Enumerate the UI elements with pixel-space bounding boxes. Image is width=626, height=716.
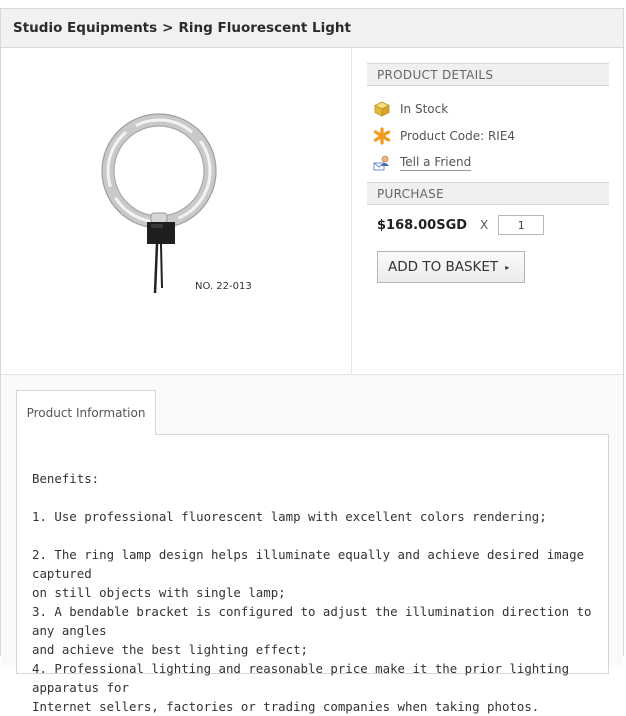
quantity-input[interactable] (498, 215, 544, 235)
description-point-2b: on still objects with single lamp; (32, 585, 286, 600)
product-tabs-area (1, 375, 623, 714)
quantity-times: X (480, 218, 489, 232)
ring-light-image (1, 48, 351, 374)
product-description-panel (16, 434, 609, 714)
product-info-column (352, 48, 623, 374)
description-point-4a: 4. Professional lighting and reasonable price make it the prior lighting apparatus for (32, 661, 570, 695)
description-point-3b: and achieve the best lighting effect; (32, 642, 309, 657)
purchase-heading: PURCHASE (367, 182, 609, 205)
user-mail-icon (373, 154, 391, 172)
stock-status-row (373, 95, 609, 122)
product-details-heading: PRODUCT DETAILS (367, 63, 609, 86)
breadcrumb-parent[interactable]: Studio Equipments (13, 20, 158, 36)
tell-a-friend-link[interactable]: Tell a Friend (400, 154, 472, 169)
product-top-section (1, 48, 623, 375)
product-image-area (1, 48, 352, 374)
breadcrumb-current: Ring Fluorescent Light (178, 20, 351, 36)
product-page (0, 8, 624, 714)
asterisk-icon (373, 127, 391, 145)
description-point-1: 1. Use professional fluorescent lamp with excellent colors rendering; (32, 509, 547, 524)
tell-friend-row[interactable] (373, 149, 609, 176)
product-details-list (367, 86, 609, 182)
description-point-2a: 2. The ring lamp design helps illuminate equally and achieve desired image captured (32, 547, 585, 581)
add-to-basket-button[interactable] (377, 251, 525, 283)
description-point-3a: 3. A bendable bracket is configured to adjust the illumination direction to any angles (32, 604, 592, 638)
tab-product-information[interactable]: Product Information (16, 390, 156, 435)
description-point-4b: Internet sellers, factories or trading companies when taking photos. (32, 699, 540, 714)
breadcrumb (1, 9, 623, 48)
product-code-row (373, 122, 609, 149)
product-code: Product Code: RIE4 (400, 128, 516, 143)
breadcrumb-separator: > (162, 20, 174, 36)
purchase-row (367, 205, 609, 235)
image-caption: NO. 22-013 (195, 281, 252, 292)
add-to-basket-label: ADD TO BASKET (388, 259, 499, 275)
price: $168.00SGD (377, 217, 468, 233)
description-intro: Benefits: (32, 471, 100, 486)
box-icon (373, 100, 391, 118)
stock-status: In Stock (400, 101, 449, 116)
arrow-right-icon: ▸ (505, 262, 510, 272)
